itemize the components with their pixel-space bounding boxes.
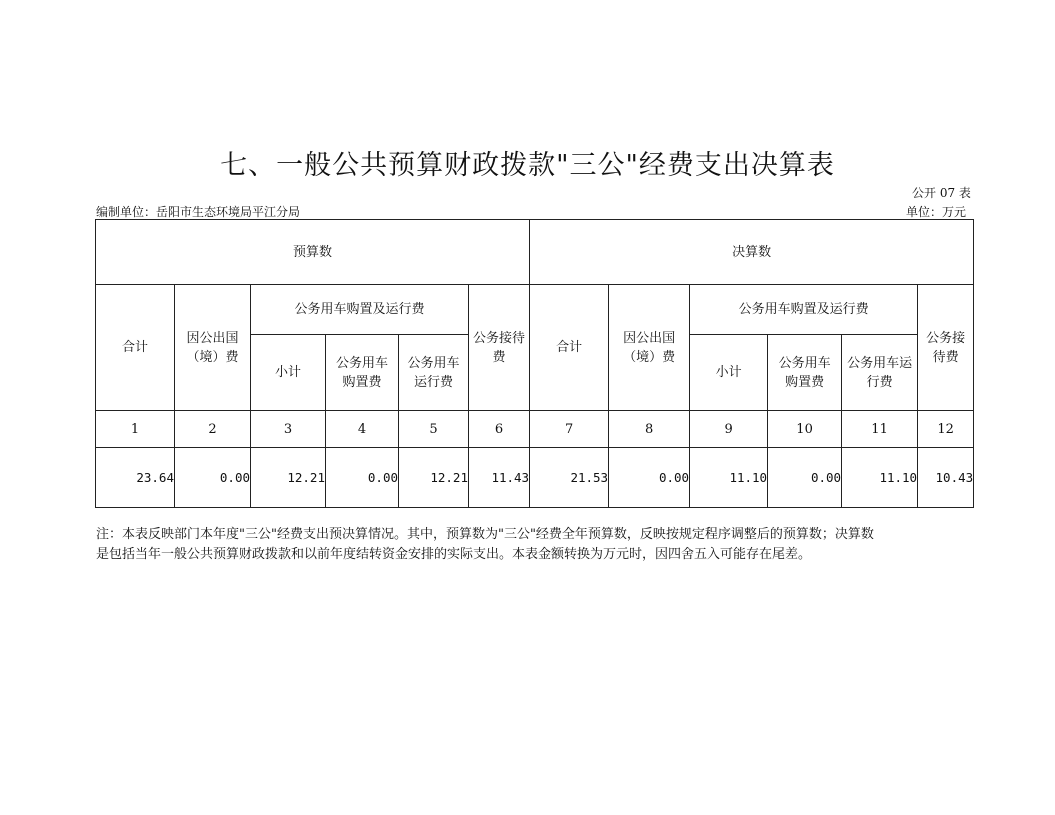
budget-group-header: 预算数 [96, 220, 530, 285]
index-row [96, 411, 974, 448]
final-group-header: 决算数 [530, 220, 974, 285]
final-abroad-value: 0.00 [609, 448, 690, 508]
column-header-row-1 [96, 285, 974, 335]
page-title: 七、一般公共预算财政拨款"三公"经费支出决算表 [220, 150, 835, 181]
index-cell: 11 [842, 411, 918, 448]
index-cell: 9 [690, 411, 768, 448]
budget-car-run-header: 公务用车 运行费 [399, 335, 469, 411]
final-abroad-header: 因公出国 （境）费 [609, 285, 690, 411]
index-cell: 8 [609, 411, 690, 448]
index-cell: 7 [530, 411, 609, 448]
budget-car-buy-value: 0.00 [326, 448, 399, 508]
footnote-line: 是包括当年一般公共预算财政拨款和以前年度结转资金安排的实际支出。本表金额转换为万元时，因四舍五入可能存在尾差。 [96, 547, 812, 562]
budget-subtotal-value: 12.21 [251, 448, 326, 508]
index-cell: 12 [918, 411, 974, 448]
budget-subtotal-header: 小计 [251, 335, 326, 411]
index-cell: 6 [469, 411, 530, 448]
index-cell: 10 [768, 411, 842, 448]
expenditure-table [95, 219, 974, 508]
final-total-header: 合计 [530, 285, 609, 411]
budget-total-value: 23.64 [96, 448, 175, 508]
index-cell: 4 [326, 411, 399, 448]
final-car-run-header: 公务用车运 行费 [842, 335, 918, 411]
budget-reception-header: 公务接待 费 [469, 285, 530, 411]
footnote-line: 注：本表反映部门本年度"三公"经费支出预决算情况。其中，预算数为"三公"经费全年预算数，反映按规定程序调整后的预算数；决算数 [96, 527, 874, 542]
index-cell: 1 [96, 411, 175, 448]
budget-car-buy-header: 公务用车 购置费 [326, 335, 399, 411]
final-reception-header: 公务接 待费 [918, 285, 974, 411]
final-subtotal-header: 小计 [690, 335, 768, 411]
final-subtotal-value: 11.10 [690, 448, 768, 508]
final-car-buy-header: 公务用车 购置费 [768, 335, 842, 411]
budget-car-group-header: 公务用车购置及运行费 [251, 285, 469, 335]
index-cell: 3 [251, 411, 326, 448]
form-code: 公开 07 表 [912, 186, 971, 200]
data-row [96, 448, 974, 508]
final-reception-value: 10.43 [918, 448, 974, 508]
final-car-group-header: 公务用车购置及运行费 [690, 285, 918, 335]
footnote [96, 525, 976, 565]
budget-reception-value: 11.43 [469, 448, 530, 508]
currency-unit: 单位：万元 [906, 205, 967, 219]
budget-total-header: 合计 [96, 285, 175, 411]
compiling-unit: 编制单位：岳阳市生态环境局平江分局 [96, 205, 301, 219]
final-car-buy-value: 0.00 [768, 448, 842, 508]
budget-abroad-value: 0.00 [175, 448, 251, 508]
group-header-row [96, 220, 974, 285]
budget-abroad-header: 因公出国 （境）费 [175, 285, 251, 411]
final-car-run-value: 11.10 [842, 448, 918, 508]
final-total-value: 21.53 [530, 448, 609, 508]
index-cell: 2 [175, 411, 251, 448]
index-cell: 5 [399, 411, 469, 448]
budget-car-run-value: 12.21 [399, 448, 469, 508]
